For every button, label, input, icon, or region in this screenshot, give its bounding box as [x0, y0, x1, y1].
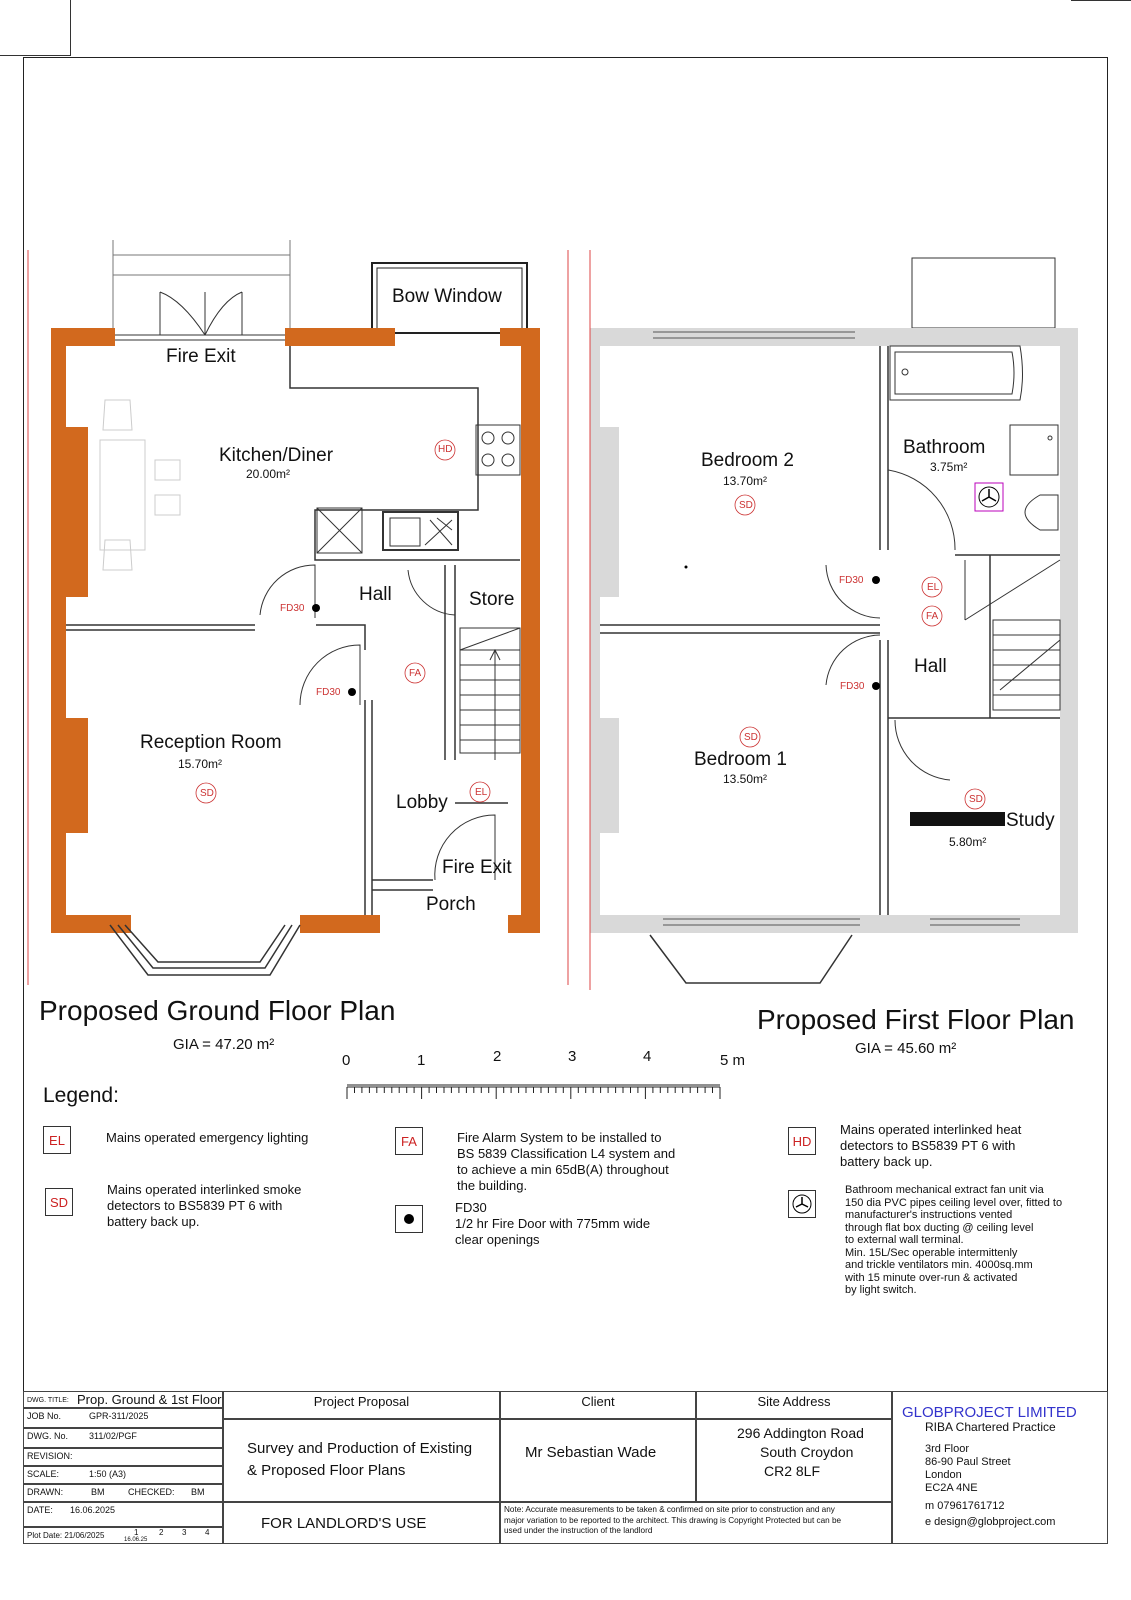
room-area-study: 5.80m²	[949, 835, 987, 849]
site-address-cell: 296 Addington Road South Croydon CR2 8LF	[696, 1419, 892, 1502]
scale-label: 4	[643, 1048, 652, 1065]
legend-fa-box: FA	[395, 1127, 423, 1155]
smoke-detector-symbol: SD	[969, 794, 983, 805]
room-area-bedroom1: 13.50m²	[723, 772, 768, 786]
fire-alarm-symbol: FA	[409, 668, 422, 679]
legend-sd-box: SD	[45, 1188, 73, 1216]
fire-door-dot-icon	[404, 1214, 414, 1224]
room-label-fire-exit-rear: Fire Exit	[166, 346, 236, 367]
first-floor-gia: GIA = 45.60 m²	[855, 1040, 957, 1057]
first-floor-plan	[590, 250, 1078, 990]
legend-fire-door-box	[395, 1205, 423, 1233]
dwg-no-row: DWG. No. 311/02/PGF	[23, 1428, 223, 1448]
fire-alarm-symbol: FA	[926, 611, 939, 622]
fire-door-label: FD30	[280, 603, 305, 614]
practice-name: RIBA Chartered Practice	[925, 1420, 1056, 1434]
revision-row: REVISION:	[23, 1448, 223, 1466]
room-label-bow-window: Bow Window	[392, 286, 502, 307]
legend-fd-text: FD30 1/2 hr Fire Door with 775mm wide clear openings	[455, 1200, 651, 1247]
smoke-detector-symbol: SD	[200, 788, 214, 799]
emergency-light-symbol: EL	[927, 582, 940, 593]
redaction-mark	[910, 812, 1005, 826]
room-label-fire-exit-front: Fire Exit	[442, 857, 512, 878]
legend-hd-text: Mains operated interlinked heat detectors to BS5839 PT 6 with battery back up.	[840, 1122, 1022, 1169]
legend-el-box: EL	[43, 1126, 71, 1154]
room-label-bedroom2: Bedroom 2	[701, 450, 794, 471]
room-label-hall: Hall	[359, 584, 392, 605]
site-header: Site Address	[696, 1391, 892, 1419]
room-label-lobby: Lobby	[396, 792, 448, 813]
legend-hd-box: HD	[788, 1127, 816, 1155]
legend-sd-text: Mains operated interlinked smoke detectors to BS5839 PT 6 with battery back up.	[107, 1182, 302, 1229]
client-name-cell: Mr Sebastian Wade	[500, 1419, 696, 1502]
fire-door-label: FD30	[316, 687, 341, 698]
room-label-study: Study	[1006, 810, 1055, 831]
company-name: GLOBPROJECT LIMITED	[902, 1404, 1077, 1421]
ground-floor-title: Proposed Ground Floor Plan	[39, 995, 396, 1026]
company-phone: m 07961761712	[925, 1500, 1005, 1512]
scale-bar	[347, 1085, 720, 1099]
legend-title: Legend:	[43, 1084, 119, 1107]
room-label-porch: Porch	[426, 894, 476, 915]
first-floor-title: Proposed First Floor Plan	[757, 1004, 1075, 1035]
dwg-title-row: DWG. TITLE: Prop. Ground & 1st Floor	[23, 1391, 223, 1408]
smoke-detector-symbol: SD	[744, 732, 758, 743]
job-no-row: JOB No. GPR-311/2025	[23, 1408, 223, 1428]
scale-row: SCALE: 1:50 (A3)	[23, 1466, 223, 1484]
room-area-bathroom: 3.75m²	[930, 460, 968, 474]
client-header: Client	[500, 1391, 696, 1419]
bay-window-front	[110, 925, 300, 975]
date-row: DATE: 16.06.2025	[23, 1502, 223, 1527]
scale-label: 1	[417, 1052, 426, 1069]
room-label-store: Store	[469, 589, 515, 610]
fire-door-label: FD30	[839, 575, 864, 586]
project-description: Survey and Production of Existing & Proposed Floor Plans	[223, 1419, 500, 1502]
scale-label: 0	[342, 1052, 351, 1069]
drawn-row: DRAWN: BM CHECKED: BM	[23, 1484, 223, 1502]
extract-fan-icon	[791, 1193, 813, 1215]
staircase-ground	[460, 628, 520, 760]
room-area-bedroom2: 13.70m²	[723, 474, 768, 488]
project-header: Project Proposal	[223, 1391, 500, 1419]
scale-label: 2	[493, 1048, 502, 1065]
ground-floor-gia: GIA = 47.20 m²	[173, 1036, 275, 1053]
room-label-kitchen: Kitchen/Diner	[219, 445, 334, 466]
company-address: 3rd Floor 86-90 Paul Street London EC2A 4NE	[925, 1443, 1011, 1494]
fire-door-label: FD30	[840, 681, 865, 692]
heat-detector-symbol: HD	[438, 444, 453, 455]
legend-fan-box	[788, 1190, 816, 1218]
emergency-light-symbol: EL	[475, 787, 488, 798]
room-label-hall-first: Hall	[914, 656, 947, 677]
legend-fa-text: Fire Alarm System to be installed to BS 5839 Classification L4 system and to achieve a min 65dB(A) throughout the building.	[457, 1130, 676, 1193]
company-block	[892, 1391, 1108, 1544]
copyright-note: Note: Accurate measurements to be taken & confirmed on site prior to construction and any major variation to be reported to the architect. This drawing is Copyright Protected but can be used under the instruction of the landlord	[500, 1502, 892, 1544]
staircase-first	[965, 560, 1060, 710]
room-area-reception: 15.70m²	[178, 757, 223, 771]
title-block	[23, 1391, 1108, 1544]
smoke-detector-symbol: SD	[739, 500, 753, 511]
legend-fan-text: Bathroom mechanical extract fan unit via 150 dia PVC pipes ceiling level over, fitted to manufacturer's instructions vented through flat box ducting @ ceiling level to external wall terminal. Min. 15L/Sec operable intermittenly and trickle ventilators min. 4000sq.mm with 15 minute over-run & activated by light switch.	[845, 1184, 1063, 1296]
scale-label: 5 m	[720, 1052, 746, 1069]
room-label-bedroom1: Bedroom 1	[694, 749, 787, 770]
room-label-bathroom: Bathroom	[903, 437, 986, 458]
existing-walls	[590, 328, 1078, 933]
plot-date-row: Plot Date: 21/06/2025 1 2 3 4 16.06.25	[23, 1527, 223, 1544]
legend-el-text: Mains operated emergency lighting	[106, 1130, 309, 1145]
landlord-use-cell: FOR LANDLORD'S USE	[223, 1502, 500, 1544]
room-area-kitchen: 20.00m²	[246, 467, 291, 481]
room-label-reception: Reception Room	[140, 732, 282, 753]
scale-label: 3	[568, 1048, 577, 1065]
company-email: e design@globproject.com	[925, 1516, 1056, 1528]
